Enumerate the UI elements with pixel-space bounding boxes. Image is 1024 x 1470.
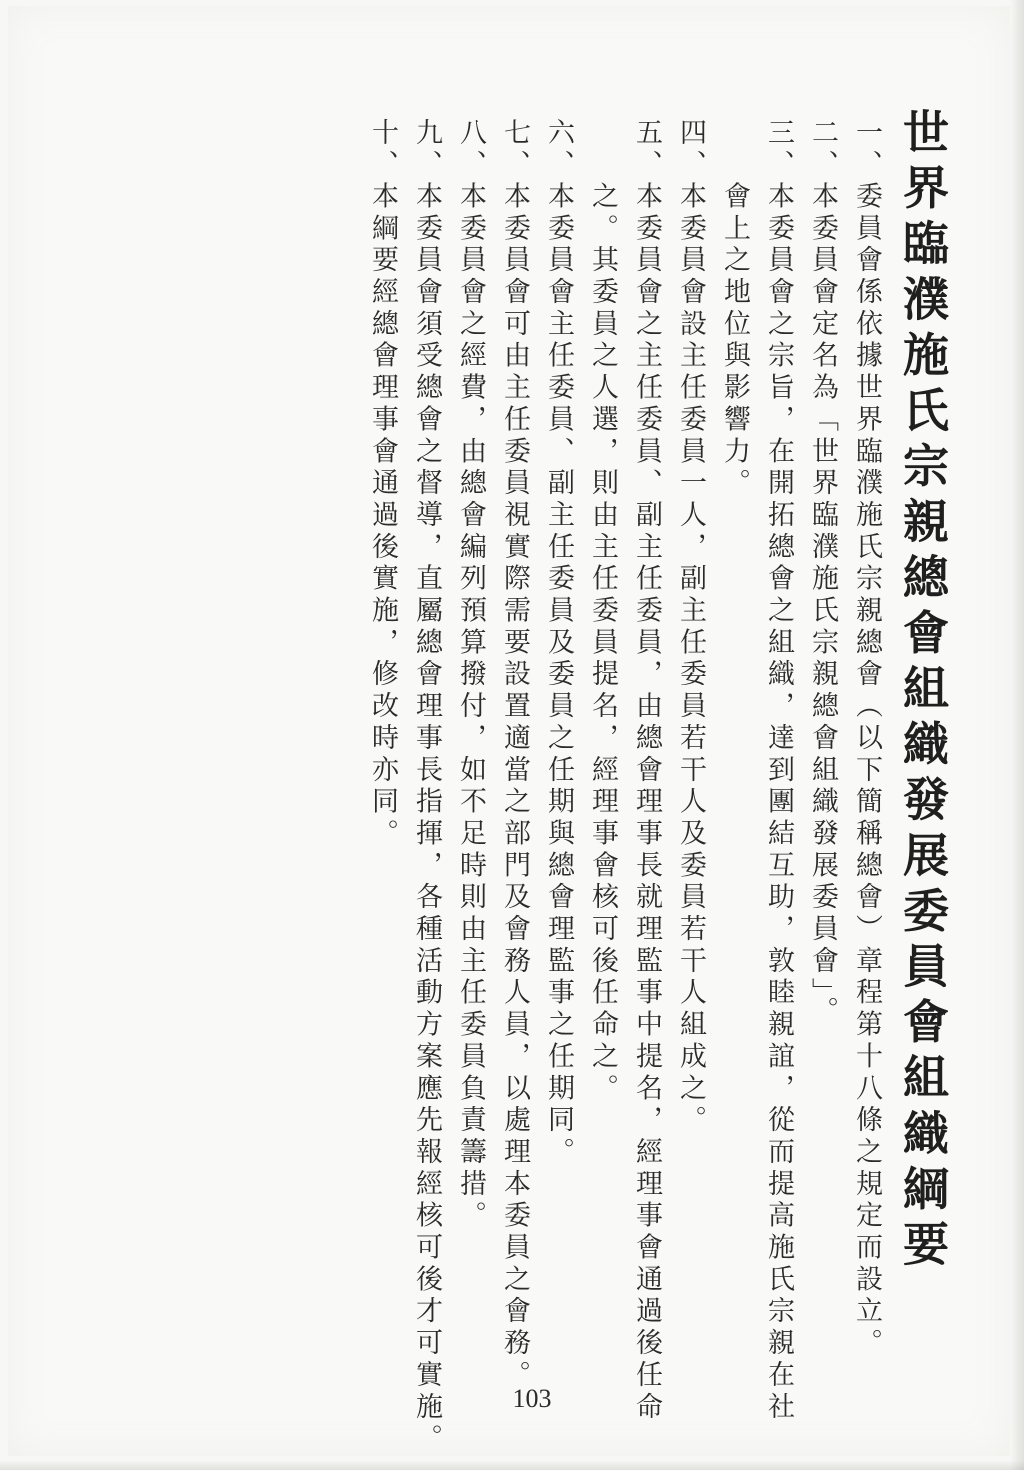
page-edge-shadow: [1010, 0, 1024, 1470]
article-6-line-1: 六、本委員會主任委員、副主任委員及委員之任期與總會理監事之任期同。: [543, 118, 574, 1170]
article-3-line-2: 會上之地位與影響力。: [719, 118, 750, 501]
article-5-line-1: 五、本委員會之主任委員、副主任委員，由總會理事長就理監事中提名，經理事會通過後任命: [631, 118, 662, 1424]
article-1-line-1: 一、委員會係依據世界臨濮施氏宗親總會（以下簡稱總會）章程第十八條之規定而設立。: [851, 118, 882, 1361]
article-9-line-1: 九、本委員會須受總會之督導，直屬總會理事長指揮，各種活動方案應先報經核可後才可實施。: [411, 118, 442, 1456]
page-bottom-shadow: [0, 1460, 1024, 1470]
article-7-line-1: 七、本委員會可由主任委員視實際需要設置適當之部門及會務人員，以處理本委員之會務。: [499, 118, 530, 1392]
article-4-line-1: 四、本委員會設主任委員一人，副主任委員若干人及委員若干人組成之。: [675, 118, 706, 1138]
document-title: 世界臨濮施氏宗親總會組織發展委員會組織綱要: [896, 108, 950, 1276]
article-2-line-1: 二、本委員會定名為「世界臨濮施氏宗親總會組織發展委員會」。: [807, 118, 838, 1029]
article-5-line-2: 之。其委員之人選，則由主任委員提名，經理事會核可後任命之。: [587, 118, 618, 1106]
article-10-line-1: 十、本綱要經總會理事會通過後實施，修改時亦同。: [367, 118, 398, 851]
page-number: 103: [512, 1384, 552, 1413]
article-8-line-1: 八、本委員會之經費，由總會編列預算撥付，如不足時則由主任委員負責籌措。: [455, 118, 486, 1233]
article-3-line-1: 三、本委員會之宗旨，在開拓總會之組織，達到團結互助，敦睦親誼，從而提高施氏宗親在社: [763, 118, 794, 1424]
